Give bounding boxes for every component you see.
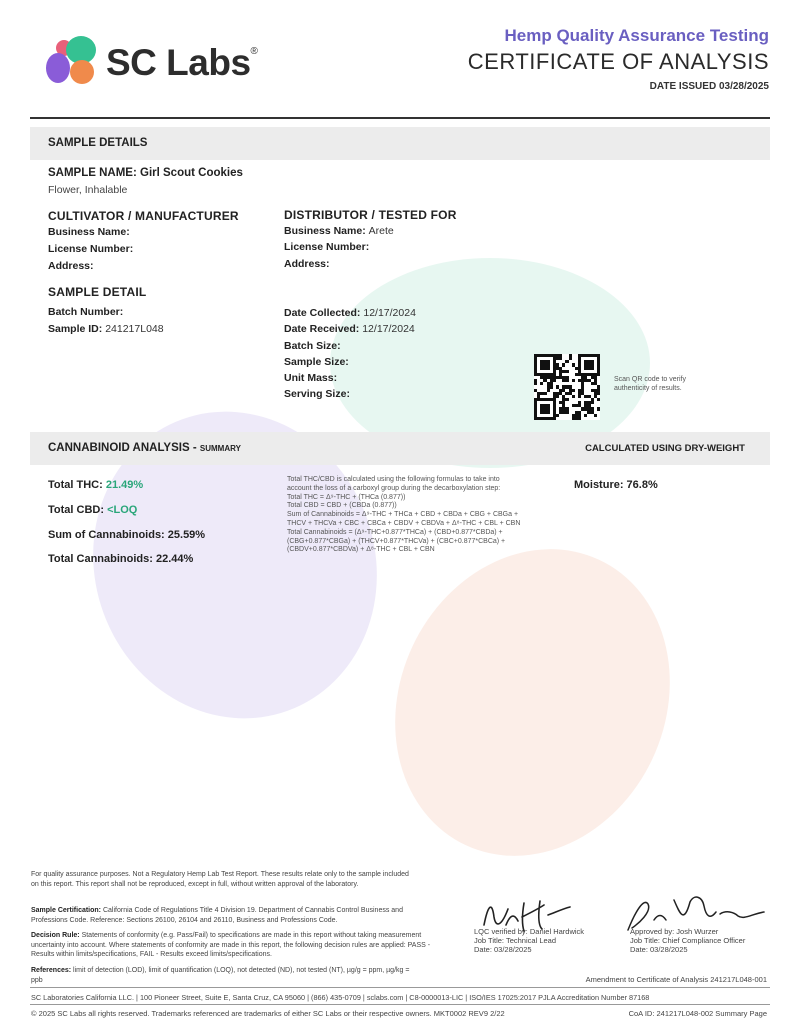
lqc-job-title: Job Title: Technical Lead <box>474 936 556 946</box>
qr-note <box>614 375 686 393</box>
sample-type: Flower, Inhalable <box>48 184 128 196</box>
formula-line: Total THC = Δ⁹-THC + (THCa (0.877)) <box>287 493 406 501</box>
total-cbd: Total CBD: <LOQ <box>48 504 138 516</box>
total-cbd-value: <LOQ <box>107 504 138 516</box>
qr-note-line: Scan QR code to verify <box>614 376 686 383</box>
qa-disclaimer: For quality assurance purposes. Not a Regulatory Hemp Lab Test Report. These results relate only to the sample included on this report. This report shall not be reproduced, except in full, without written approval of the laboratory. <box>31 871 409 888</box>
unit-mass: Unit Mass: <box>284 372 338 384</box>
sample-size: Sample Size: <box>284 356 349 368</box>
distributor-business-name: Business Name: Arete <box>284 225 394 237</box>
brand-name: SC Labs <box>106 42 251 83</box>
signature-block-approval <box>630 927 745 955</box>
distributor-address: Address: <box>284 258 330 270</box>
report-title: CERTIFICATE OF ANALYSIS <box>467 49 769 74</box>
batch-number: Batch Number: <box>48 306 124 318</box>
date-collected: Date Collected: 12/17/2024 <box>284 307 416 319</box>
sample-detail-heading: SAMPLE DETAIL <box>48 285 147 299</box>
header-divider <box>30 117 770 119</box>
qr-note-line: authenticity of results. <box>614 385 682 392</box>
cultivator-business-name: Business Name: <box>48 226 130 238</box>
logo-wordmark <box>106 42 257 84</box>
approver-job-title: Job Title: Chief Compliance Officer <box>630 936 746 946</box>
signature-block-lqc <box>474 927 584 955</box>
cultivator-license-number: License Number: <box>48 243 134 255</box>
sample-certification: Sample Certification: California Code of Regulations Title 4 Division 19. Department of Cannabis Control Business and Professions Code. Reference: Sections 26100, 26104 and 26110, Business and Professions Code. <box>31 907 403 924</box>
approved-by: Approved by: Josh Wurzer <box>630 927 719 936</box>
formula-line: Sum of Cannabinoids = Δ⁹-THC + THCa + CBD + CBDa + CBG + CBGa + <box>287 511 519 519</box>
cultivator-address: Address: <box>48 260 94 272</box>
formula-line: (CBG+0.877*CBGa) + (THCV+0.877*THCVa) + (CBC+0.877*CBCa) + <box>287 537 506 545</box>
lqc-date: Date: 03/28/2025 <box>474 945 532 955</box>
background-blob-violet <box>50 371 419 758</box>
total-cannabinoids: Total Cannabinoids: 22.44% <box>48 553 194 565</box>
date-collected-value: 12/17/2024 <box>363 307 416 319</box>
coa-id: CoA ID: 241217L048-002 Summary Page <box>628 1009 767 1018</box>
distributor-business-value: Arete <box>368 225 394 237</box>
cannabinoid-heading-summary: SUMMARY <box>199 444 241 453</box>
batch-size: Batch Size: <box>284 340 341 352</box>
formula-line: THCV + THCVa + CBC + CBCa + CBDV + CBDVa + Δ⁸-THC + CBL + CBN <box>287 519 521 527</box>
logo-orange-dot <box>70 60 94 84</box>
distributor-license-number: License Number: <box>284 241 370 253</box>
footer-divider-bottom <box>30 1004 770 1005</box>
calculation-formulas <box>287 476 552 555</box>
moisture: Moisture: 76.8% <box>574 479 658 491</box>
distributor-heading: DISTRIBUTOR / TESTED FOR <box>284 208 457 222</box>
verification-qr-code[interactable] <box>534 354 600 420</box>
copyright-line: © 2025 SC Labs all rights reserved. Trademarks referenced are trademarks of either SC Labs or their respective owners. MKT0002 REV9 2/22 <box>31 1009 505 1018</box>
footer-divider <box>30 987 770 988</box>
cultivator-heading: CULTIVATOR / MANUFACTURER <box>48 209 239 223</box>
decision-rule: Decision Rule: Statements of conformity (e.g. Pass/Fail) to specifications are made in this report without taking measurement uncertainty into account. Where statements of conformity are made in this report, the following decision rules are applied: PASS - Results within limits/specifications, FAIL - Results exceed limits/specifications. <box>31 932 431 959</box>
dry-weight-note: CALCULATED USING DRY-WEIGHT <box>585 443 745 454</box>
sum-of-cannabinoids: Sum of Cannabinoids: 25.59% <box>48 529 206 541</box>
total-thc: Total THC: 21.49% <box>48 479 144 491</box>
background-blob-peach <box>346 504 719 901</box>
sample-id: Sample ID: 241217L048 <box>48 323 164 335</box>
amendment-note: Amendment to Certificate of Analysis 241217L048-001 <box>585 975 767 984</box>
formula-line: account the loss of a carboxyl group during the decarboxylation step: <box>287 484 501 492</box>
approval-date: Date: 03/28/2025 <box>630 945 688 955</box>
logo-violet-dot <box>46 53 70 83</box>
date-issued: DATE ISSUED 03/28/2025 <box>649 81 769 92</box>
sample-name: SAMPLE NAME: Girl Scout Cookies <box>48 167 243 179</box>
lab-address-line: SC Laboratories California LLC. | 100 Pioneer Street, Suite E, Santa Cruz, CA 95060 | (866) 435-0709 | sclabs.com | C8-0000013-LIC | ISO/IES 17025:2017 PJLA Accreditation Number 87168 <box>31 993 650 1002</box>
formula-line: Total Cannabinoids = (Δ⁹-THC+0.877*THCa) + (CBD+0.877*CBDa) + <box>287 528 503 536</box>
registered-mark: ® <box>250 46 258 57</box>
serving-size: Serving Size: <box>284 388 350 400</box>
references: References: limit of detection (LOD), limit of quantification (LOQ), not detected (ND), not tested (NT), µg/g = ppm, µg/kg = ppb <box>31 967 410 984</box>
cannabinoid-heading: CANNABINOID ANALYSIS - SUMMARY <box>48 442 241 454</box>
date-received-value: 12/17/2024 <box>362 323 415 335</box>
date-received: Date Received: 12/17/2024 <box>284 323 415 335</box>
total-thc-value: 21.49% <box>105 479 144 491</box>
formula-line: (CBDV+0.877*CBDVa) + Δ⁸-THC + CBL + CBN <box>287 546 435 554</box>
formula-line: Total CBD = CBD + (CBDa (0.877)) <box>287 502 397 510</box>
formula-line: Total THC/CBD is calculated using the following formulas to take into <box>287 476 500 483</box>
report-subtitle: Hemp Quality Assurance Testing <box>504 26 769 45</box>
sample-id-value: 241217L048 <box>105 323 164 335</box>
qr-module <box>597 417 600 420</box>
lqc-verified-by: LQC verified by: Daniel Hardwick <box>474 927 585 936</box>
sample-details-heading: SAMPLE DETAILS <box>48 137 148 149</box>
